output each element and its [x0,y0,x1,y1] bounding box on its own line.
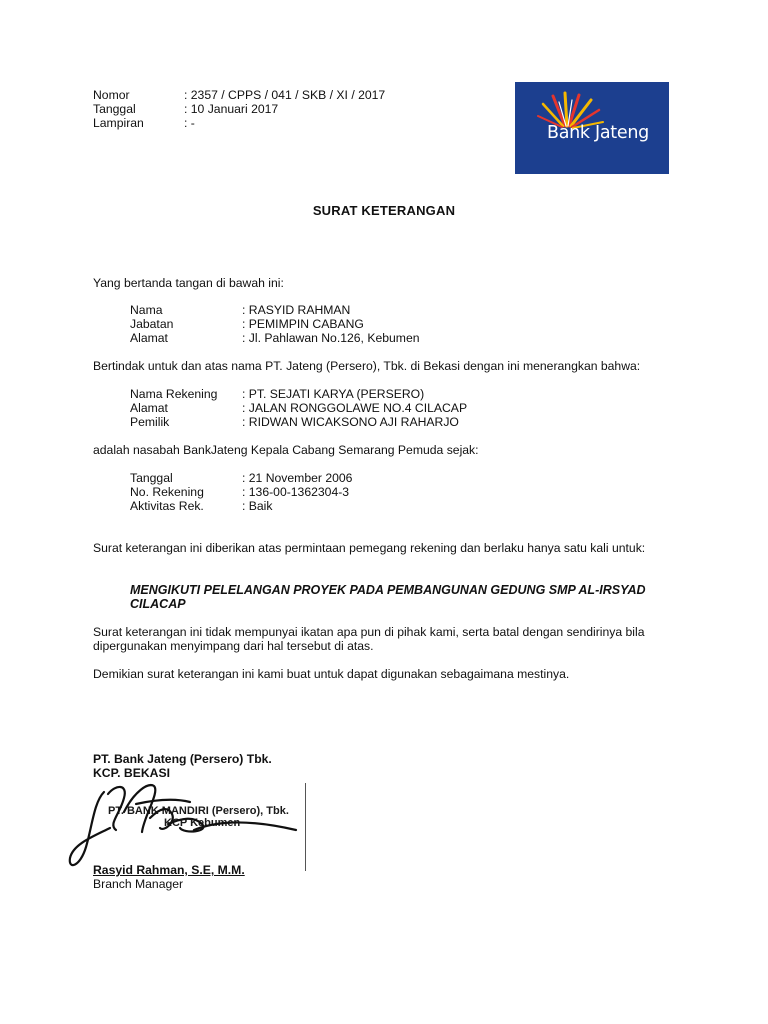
field-label: Alamat [130,331,168,345]
field-label: Nama [130,303,163,317]
field-value: : 136-00-1362304-3 [242,485,350,499]
field-value: : 21 November 2006 [242,471,353,485]
meta-label: Nomor [93,88,130,102]
field-label: No. Rekening [130,485,204,499]
bank-jateng-logo [515,82,669,174]
sign-company: PT. Bank Jateng (Persero) Tbk. [93,752,272,766]
letter-title: SURAT KETERANGAN [312,203,456,218]
meta-label: Tanggal [93,102,136,116]
field-label: Pemilik [130,415,170,429]
stamp-line-2: KCP Kebumen [164,817,241,829]
signer-name: Rasyid Rahman, S.E, M.M. [93,863,245,877]
signer-position: Branch Manager [93,877,184,891]
customer-since-text: adalah nasabah BankJateng Kepala Cabang Semarang Pemuda sejak: [93,443,479,457]
field-label: Tanggal [130,471,173,485]
intro-text: Yang bertanda tangan di bawah ini: [93,276,284,290]
field-value: : JALAN RONGGOLAWE NO.4 CILACAP [242,401,468,415]
meta-label: Lampiran [93,116,144,130]
field-value: : Jl. Pahlawan No.126, Kebumen [242,331,420,345]
purpose-text: MENGIKUTI PELELANGAN PROYEK PADA PEMBANGUNAN GEDUNG SMP AL-IRSYAD CILACAP [130,583,646,611]
field-value: : PEMIMPIN CABANG [242,317,364,331]
closing-text: Demikian surat keterangan ini kami buat untuk dapat digunakan sebagaimana mestinya. [93,667,570,681]
field-label: Aktivitas Rek. [130,499,204,513]
stamp-divider [305,783,306,871]
meta-value: : - [184,116,195,130]
field-value: : RIDWAN WICAKSONO AJI RAHARJO [242,415,459,429]
acting-text: Bertindak untuk dan atas nama PT. Jateng (Persero), Tbk. di Bekasi dengan ini menerangkan bahwa: [93,359,641,373]
field-value: : Baik [242,499,273,513]
disclaimer-text: Surat keterangan ini tidak mempunyai ikatan apa pun di pihak kami, serta batal dengan sendirinya bila dipergunakan menyimpang dari hal tersebut di atas. [93,625,645,653]
meta-value: : 10 Januari 2017 [184,102,279,116]
field-label: Alamat [130,401,168,415]
logo-wordmark: Bank Jateng [547,123,649,143]
stamp-line-1: PT. BANK MANDIRI (Persero), Tbk. [108,805,289,817]
field-value: : RASYID RAHMAN [242,303,351,317]
meta-value: : 2357 / CPPS / 041 / SKB / XI / 2017 [184,88,386,102]
request-text: Surat keterangan ini diberikan atas permintaan pemegang rekening dan berlaku hanya satu kali untuk: [93,541,646,555]
field-label: Jabatan [130,317,174,331]
field-label: Nama Rekening [130,387,218,401]
sign-branch: KCP. BEKASI [93,766,170,780]
field-value: : PT. SEJATI KARYA (PERSERO) [242,387,425,401]
